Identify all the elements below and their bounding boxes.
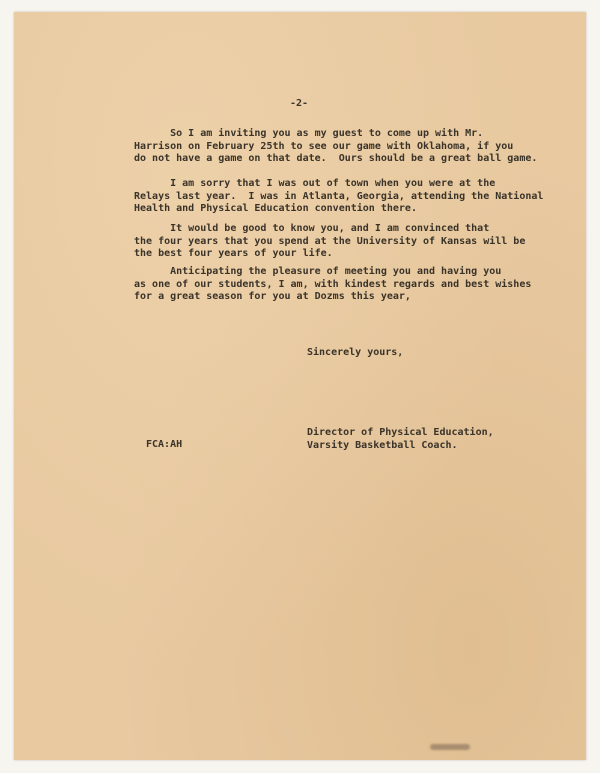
paragraph-line: Harrison on February 25th to see our game with Oklahoma, if you [134, 140, 514, 152]
letter-page [14, 12, 586, 760]
paragraph-line: I am sorry that I was out of town when you were at the [134, 178, 496, 189]
paragraph-relays [134, 178, 543, 216]
paragraph-line: It would be good to know you, and I am convinced that [134, 223, 490, 234]
paragraph-line: for a great season for you at Dozms this year, [134, 291, 411, 302]
paragraph-line: So I am inviting you as my guest to come up with Mr. [134, 128, 484, 139]
paragraph-line: the best four years of your life. [134, 248, 333, 259]
paragraph-closing-wishes [134, 266, 531, 304]
reference-initials: FCA:AH [146, 439, 183, 450]
paragraph-university [134, 223, 525, 261]
signature-title-line: Varsity Basketball Coach. [307, 439, 458, 451]
signature-title-line: Director of Physical Education, [307, 427, 494, 438]
signature-title-block [307, 427, 494, 452]
paragraph-invitation [134, 128, 537, 166]
paragraph-line: Relays last year. I was in Atlanta, Georgia, attending the National [134, 190, 544, 202]
paragraph-line: as one of our students, I am, with kindest regards and best wishes [134, 278, 532, 290]
page-number: -2- [290, 98, 309, 109]
edge-stain [430, 744, 470, 750]
paragraph-line: the four years that you spend at the University of Kansas will be [134, 235, 526, 247]
paragraph-line: do not have a game on that date. Ours should be a great ball game. [134, 153, 538, 164]
paragraph-line: Anticipating the pleasure of meeting you and having you [134, 266, 502, 277]
paragraph-line: Health and Physical Education convention there. [134, 203, 417, 214]
complimentary-close: Sincerely yours, [307, 347, 404, 358]
